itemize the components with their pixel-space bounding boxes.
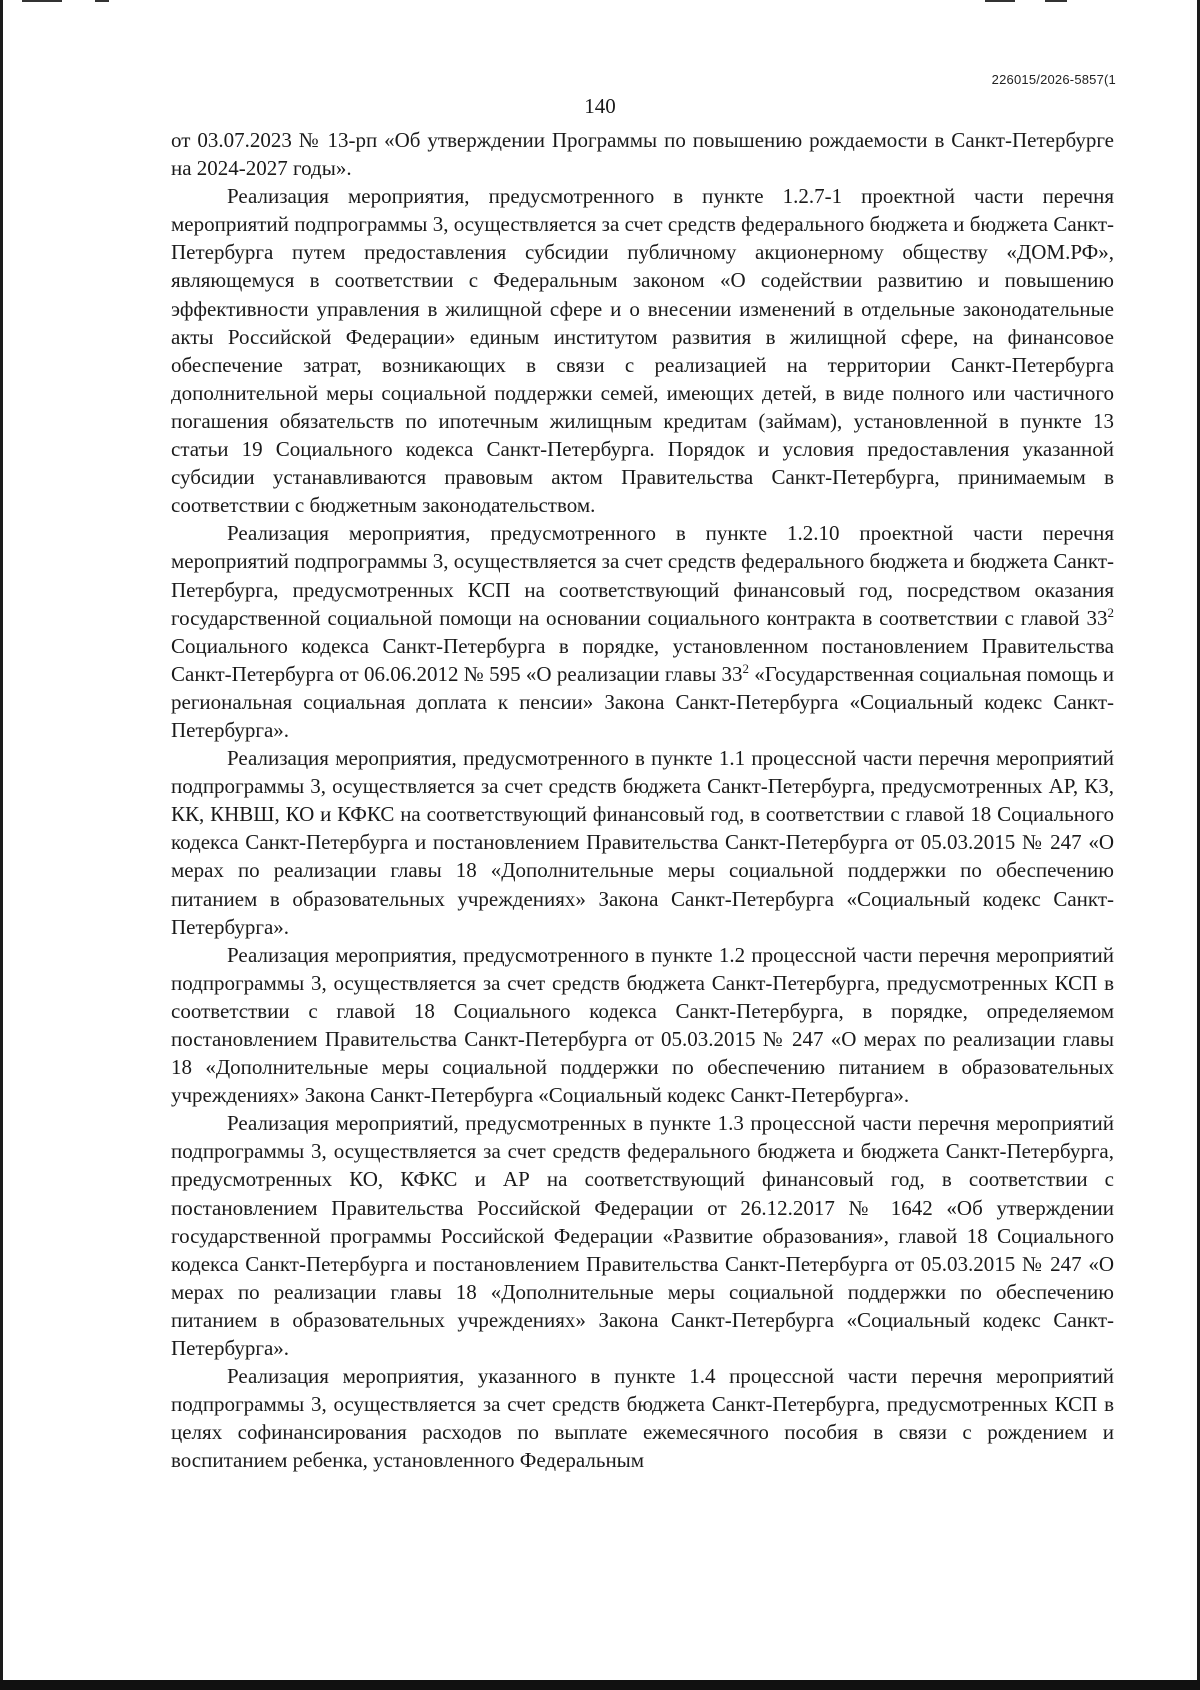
superscript: 2 bbox=[742, 660, 749, 676]
paragraph bbox=[171, 519, 1114, 744]
paragraph: Реализация мероприятий, предусмотренных в пункте 1.3 процессной части перечня мероприятий подпрограммы 3, осуществляется за счет средств федерального бюджета и бюджета Санкт-Петербурга, предусмотренных КО, КФКС и АР на соответствующий финансовый год, в соответствии с постановлением Правительства Российской Федерации от 26.12.2017 № 1642 «Об утверждении государственной программы Российской Федерации «Развитие образования», главой 18 Социального кодекса Санкт-Петербурга и постановлением Правительства Санкт-Петербурга от 05.03.2015 № 247 «О мерах по реализации главы 18 «Дополнительные меры социальной поддержки по обеспечению питанием в образовательных учреждениях» Закона Санкт-Петербурга «Социальный кодекс Санкт-Петербурга». bbox=[171, 1111, 1114, 1361]
paragraph-continuation: от 03.07.2023 № 13-рп «Об утверждении Программы по повышению рождаемости в Санкт-Петербурге на 2024-2027 годы». bbox=[171, 128, 1114, 181]
paragraph: Реализация мероприятия, указанного в пункте 1.4 процессной части перечня мероприятий подпрограммы 3, осуществляется за счет средств бюджета Санкт-Петербурга, предусмотренных КСП в целях софинансирования расходов по выплате ежемесячного пособия в связи с рождением и воспитанием ребенка, установленного Федеральным bbox=[171, 1364, 1114, 1473]
paragraph-text: «Государственная социальная помощь и региональная социальная доплата к пенсии» Закона Санкт-Петербурга «Социальный кодекс Санкт-Петербурга». bbox=[171, 661, 1114, 742]
superscript: 2 bbox=[1107, 604, 1114, 620]
page-number: 140 bbox=[584, 94, 616, 118]
paragraph-text: Реализация мероприятия, предусмотренного в пункте 1.2.10 проектной части перечня мероприятий подпрограммы 3, осуществляется за счет средств федерального бюджета и бюджета Санкт-Петербурга, предусмотренных КСП на соответствующий финансовый год, посредством оказания государственной социальной помощи на основании социального контракта в соответствии с главой 33 bbox=[171, 521, 1114, 630]
scan-border-bottom bbox=[0, 1680, 1200, 1690]
document-registration-number: 226015/2026-5857(1 bbox=[991, 72, 1116, 87]
scan-top-marks bbox=[0, 0, 1200, 4]
paragraph: Реализация мероприятия, предусмотренного в пункте 1.1 процессной части перечня мероприятий подпрограммы 3, осуществляется за счет средств бюджета Санкт-Петербурга, предусмотренных АР, КЗ, КК, КНВШ, КО и КФКС на соответствующий финансовый год, в соответствии с главой 18 Социального кодекса Санкт-Петербурга и постановлением Правительства Санкт-Петербурга от 05.03.2015 № 247 «О мерах по реализации главы 18 «Дополнительные меры социальной поддержки по обеспечению питанием в образовательных учреждениях» Закона Санкт-Петербурга «Социальный кодекс Санкт-Петербурга». bbox=[171, 746, 1114, 939]
document-body bbox=[171, 126, 1114, 1475]
paragraph-text: Социального кодекса Санкт-Петербурга в порядке, установленном постановлением Правительства Санкт-Петербурга от 06.06.2012 № 595 «О реализации главы 33 bbox=[171, 633, 1114, 686]
paragraph: Реализация мероприятия, предусмотренного в пункте 1.2.7-1 проектной части перечня мероприятий подпрограммы 3, осуществляется за счет средств федерального бюджета и бюджета Санкт-Петербурга путем предоставления субсидии публичному акционерному обществу «ДОМ.РФ», являющемуся в соответствии с Федеральным законом «О содействии развитию и повышению эффективности управления в жилищной сфере и о внесении изменений в отдельные законодательные акты Российской Федерации» единым институтом развития в жилищной сфере, на финансовое обеспечение затрат, возникающих в связи с реализацией на территории Санкт-Петербурга дополнительной меры социальной поддержки семей, имеющих детей, в виде полного или частичного погашения обязательств по ипотечным жилищным кредитам (займам), установленной в пункте 13 статьи 19 Социального кодекса Санкт-Петербурга. Порядок и условия предоставления указанной субсидии устанавливаются правовым актом Правительства Санкт-Петербурга, принимаемым в соответствии с бюджетным законодательством. bbox=[171, 184, 1114, 518]
paragraph: Реализация мероприятия, предусмотренного в пункте 1.2 процессной части перечня мероприятий подпрограммы 3, осуществляется за счет средств бюджета Санкт-Петербурга, предусмотренных КСП в соответствии с главой 18 Социального кодекса Санкт-Петербурга, в порядке, определяемом постановлением Правительства Санкт-Петербурга от 05.03.2015 № 247 «О мерах по реализации главы 18 «Дополнительные меры социальной поддержки по обеспечению питанием в образовательных учреждениях» Закона Санкт-Петербурга «Социальный кодекс Санкт-Петербурга». bbox=[171, 942, 1114, 1108]
scan-border-left bbox=[0, 0, 3, 1690]
